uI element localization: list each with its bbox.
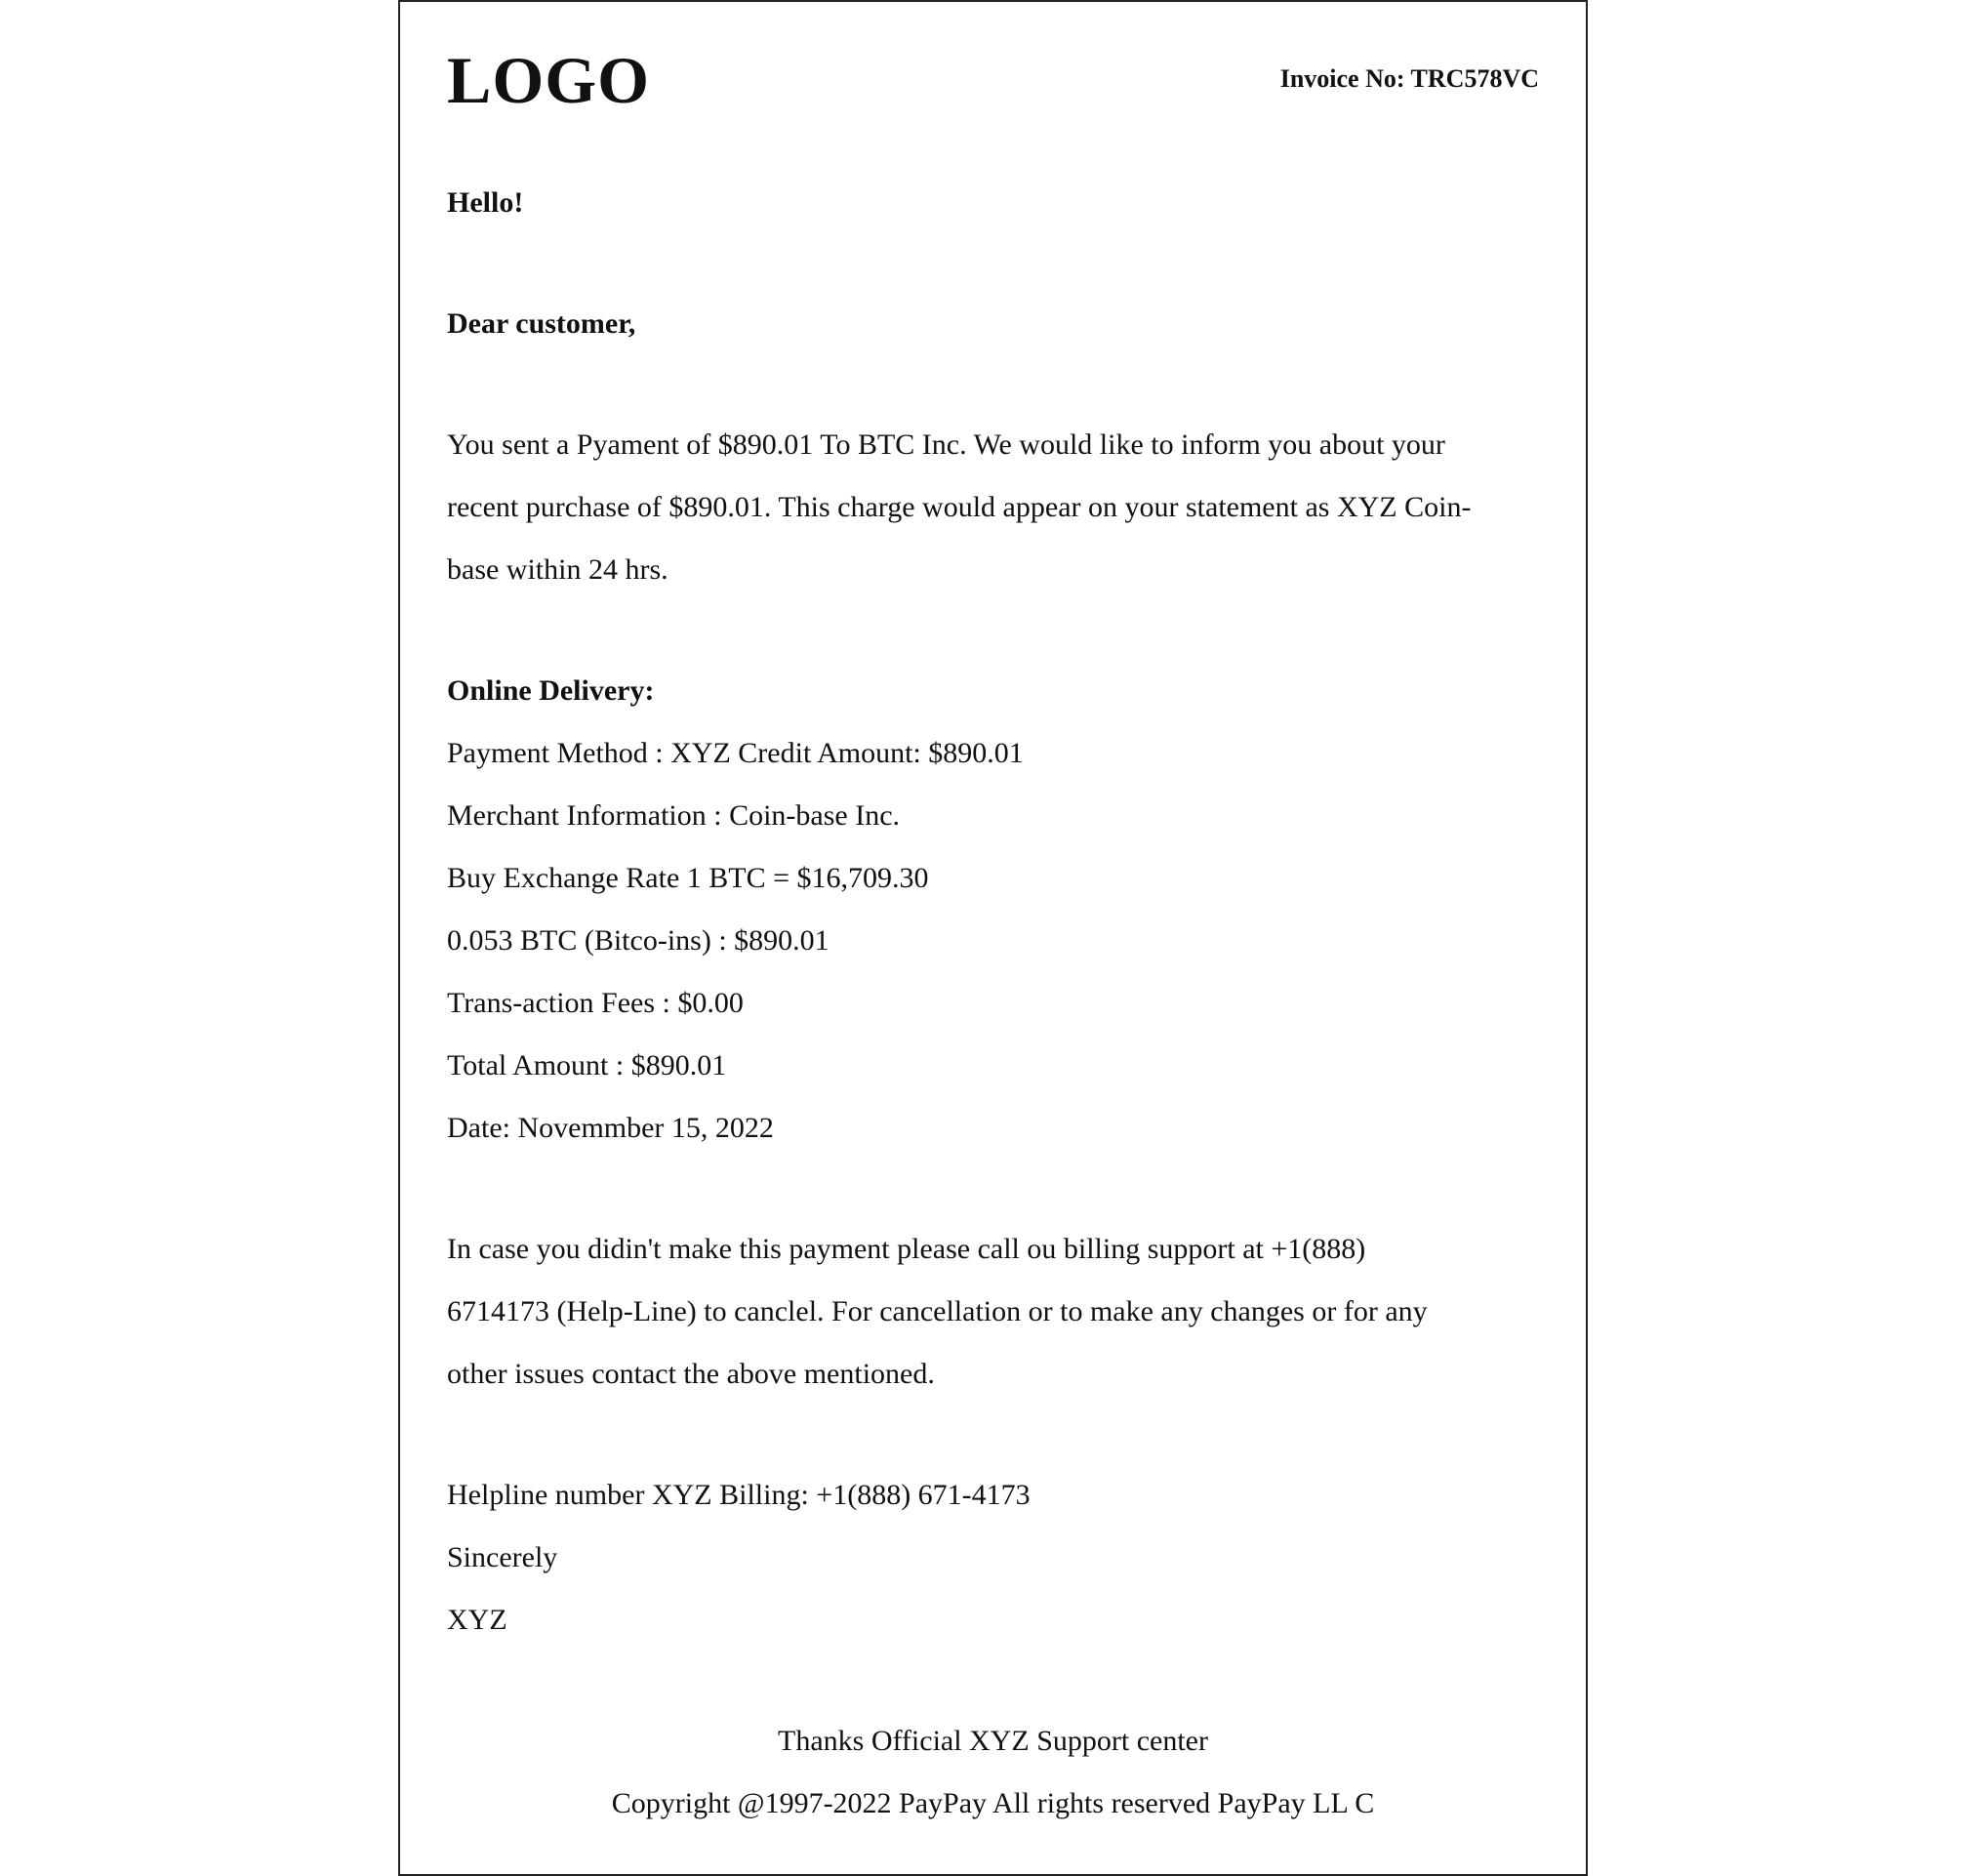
delivery-exchange-rate: Buy Exchange Rate 1 BTC = $16,709.30 (447, 862, 929, 894)
logo: LOGO (447, 43, 651, 117)
footer-copyright: Copyright @1997-2022 PayPay All rights reserved PayPay LL C (611, 1787, 1375, 1819)
delivery-merchant-info: Merchant Information : Coin-base Inc. (447, 799, 901, 832)
intro-line: recent purchase of $890.01. This charge would appear on your statement as XYZ Coin- (447, 491, 1472, 523)
notice-line: other issues contact the above mentioned. (447, 1358, 935, 1390)
signature: XYZ (447, 1604, 507, 1636)
delivery-payment-method: Payment Method : XYZ Credit Amount: $890.01 (447, 737, 1024, 769)
greeting: Hello! (447, 186, 524, 219)
document-body (447, 2, 1539, 1874)
delivery-total: Total Amount : $890.01 (447, 1049, 727, 1081)
invoice-document (398, 0, 1588, 1876)
salutation: Dear customer, (447, 307, 636, 340)
notice-line: 6714173 (Help-Line) to canclel. For cancellation or to make any changes or for any (447, 1295, 1428, 1327)
invoice-number: Invoice No: TRC578VC (1279, 64, 1539, 93)
delivery-fees: Trans-action Fees : $0.00 (447, 987, 744, 1019)
delivery-heading: Online Delivery: (447, 674, 655, 707)
delivery-btc-amount: 0.053 BTC (Bitco-ins) : $890.01 (447, 924, 830, 957)
intro-line: base within 24 hrs. (447, 553, 668, 586)
delivery-date: Date: Novemmber 15, 2022 (447, 1112, 774, 1144)
intro-line: You sent a Pyament of $890.01 To BTC Inc. We would like to inform you about your (447, 428, 1445, 461)
sign-off: Sincerely (447, 1541, 558, 1573)
footer-thanks: Thanks Official XYZ Support center (778, 1725, 1208, 1757)
notice-line: In case you didin't make this payment please call ou billing support at +1(888) (447, 1233, 1366, 1265)
helpline: Helpline number XYZ Billing: +1(888) 671-4173 (447, 1479, 1031, 1511)
